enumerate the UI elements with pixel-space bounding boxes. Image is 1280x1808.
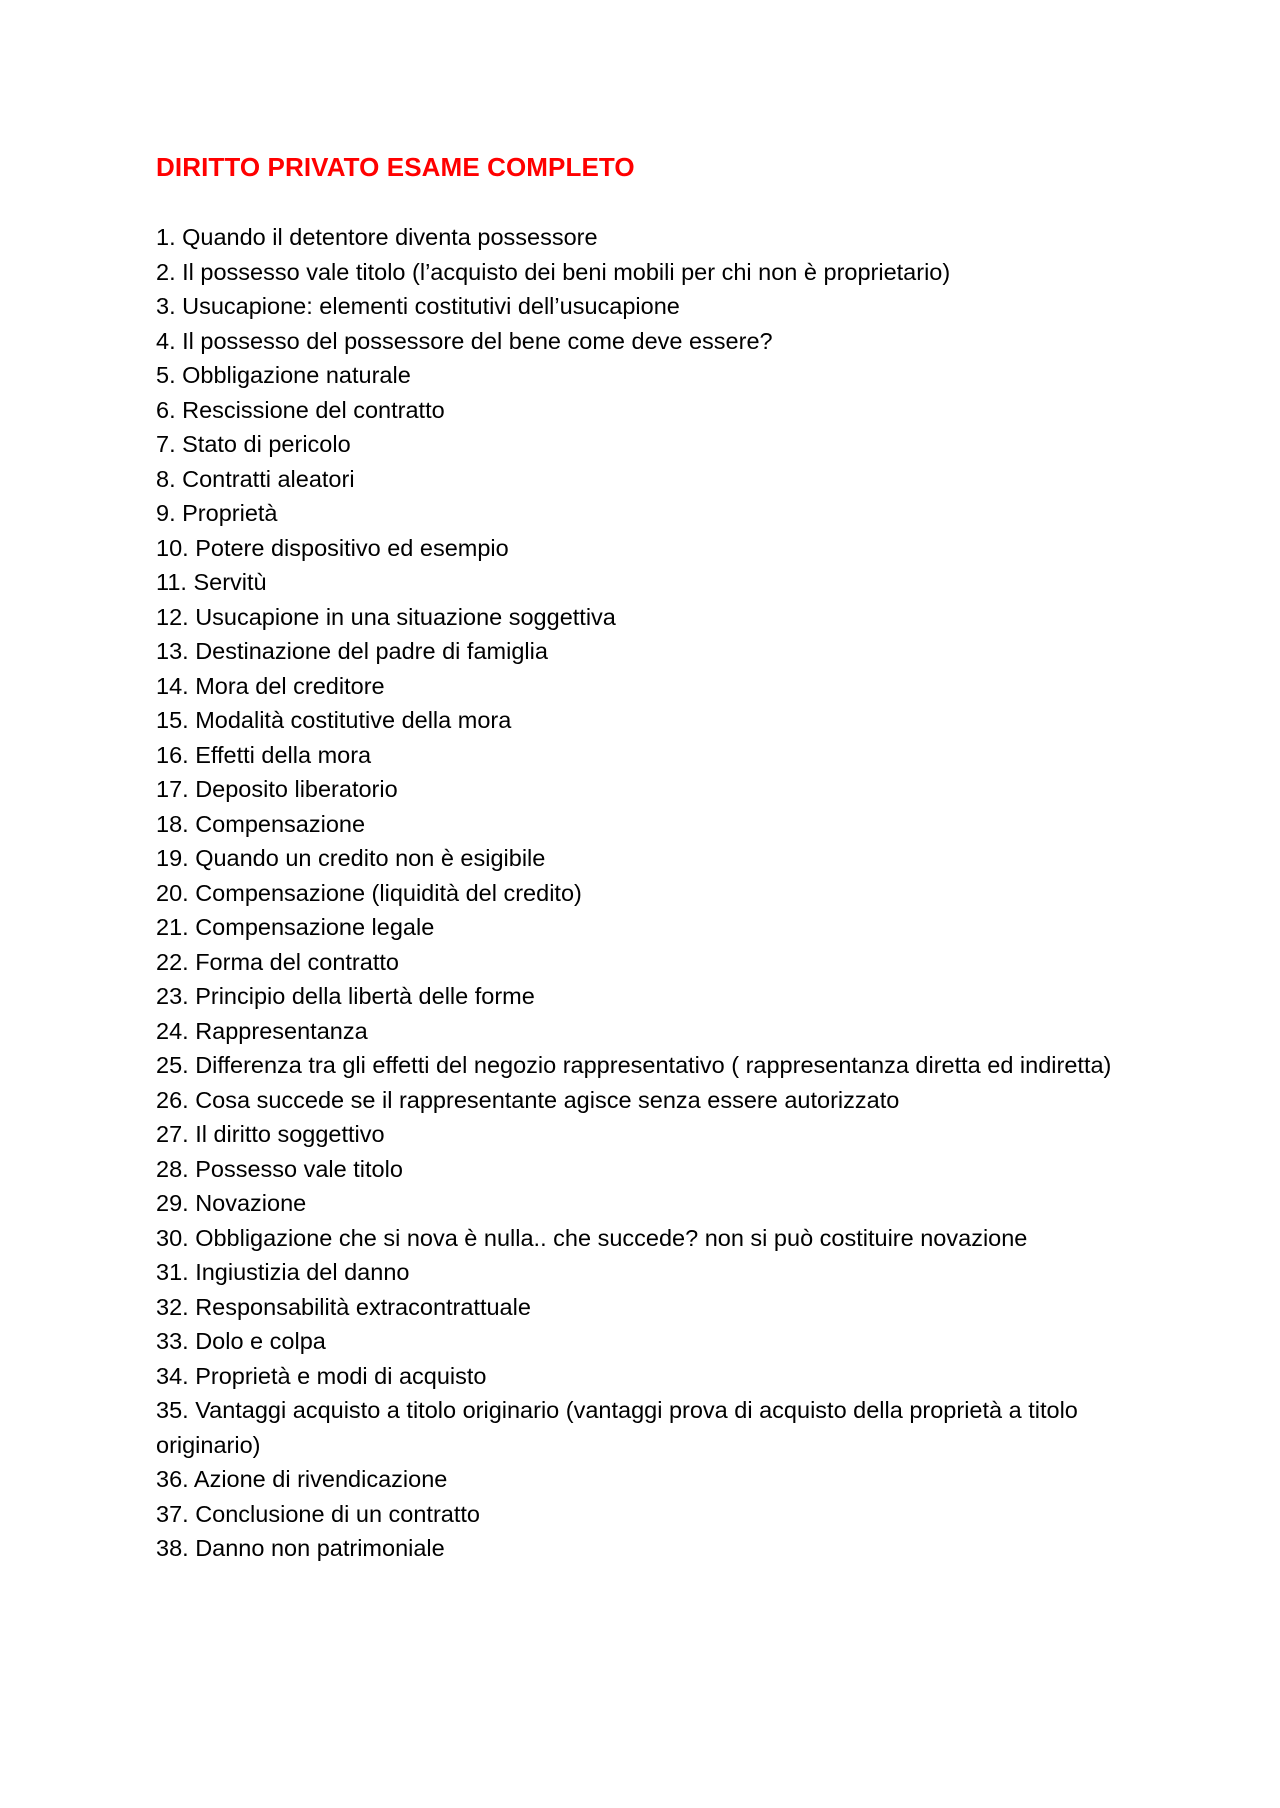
question-item: 17. Deposito liberatorio (156, 776, 398, 802)
question-item: 20. Compensazione (liquidità del credito) (156, 879, 582, 906)
question-item: 13. Destinazione del padre di famiglia (156, 638, 548, 664)
question-item: 25. Differenza tra gli effetti del negozio rappresentativo ( rappresentanza diretta ed indiretta) (156, 1052, 1112, 1078)
question-item: 30. Obbligazione che si nova è nulla.. che succede? non si può costituire novazione (156, 1224, 1028, 1251)
question-item: 4. Il possesso del possessore del bene come deve essere? (156, 327, 773, 354)
question-item: 36. Azione di rivendicazione (156, 1466, 448, 1492)
question-item: 37. Conclusione di un contratto (156, 1500, 480, 1527)
question-item: 7. Stato di pericolo (156, 431, 351, 457)
question-item: 6. Rescissione del contratto (156, 396, 445, 423)
question-item: 18. Compensazione (156, 810, 366, 837)
question-item: 28. Possesso vale titolo (156, 1155, 403, 1182)
question-item: 15. Modalità costitutive della mora (156, 707, 512, 733)
question-item: 26. Cosa succede se il rappresentante agisce senza essere autorizzato (156, 1086, 900, 1113)
question-item: 11. Servitù (156, 569, 267, 595)
question-item: 21. Compensazione legale (156, 914, 435, 940)
question-item: 9. Proprietà (156, 500, 278, 526)
question-item: 3. Usucapione: elementi costitutivi dell’usucapione (156, 293, 680, 319)
question-item: 38. Danno non patrimoniale (156, 1535, 445, 1561)
question-item: 24. Rappresentanza (156, 1017, 368, 1044)
question-item: 10. Potere dispositivo ed esempio (156, 534, 509, 561)
question-item: 31. Ingiustizia del danno (156, 1259, 410, 1285)
question-item: 22. Forma del contratto (156, 948, 399, 975)
question-item: 35. Vantaggi acquisto a titolo originario (vantaggi prova di acquisto della proprietà a titolo originario) (156, 1397, 1078, 1458)
question-item: 12. Usucapione in una situazione soggettiva (156, 603, 616, 630)
question-item: 29. Novazione (156, 1190, 307, 1216)
question-item: 14. Mora del creditore (156, 672, 385, 699)
question-item: 32. Responsabilità extracontrattuale (156, 1293, 531, 1320)
document-title: DIRITTO PRIVATO ESAME COMPLETO (156, 152, 635, 182)
question-item: 8. Contratti aleatori (156, 465, 355, 492)
question-item: 23. Principio della libertà delle forme (156, 983, 535, 1009)
question-item: 33. Dolo e colpa (156, 1328, 326, 1354)
document-body (156, 150, 1156, 1566)
question-item: 27. Il diritto soggettivo (156, 1121, 385, 1147)
question-item: 2. Il possesso vale titolo (l’acquisto dei beni mobili per chi non è proprietario) (156, 258, 951, 285)
question-item: 16. Effetti della mora (156, 741, 372, 768)
question-item: 19. Quando un credito non è esigibile (156, 845, 546, 871)
question-item: 34. Proprietà e modi di acquisto (156, 1362, 487, 1389)
question-item: 1. Quando il detentore diventa possessore (156, 224, 598, 250)
question-list (156, 220, 1156, 1566)
question-item: 5. Obbligazione naturale (156, 362, 411, 388)
